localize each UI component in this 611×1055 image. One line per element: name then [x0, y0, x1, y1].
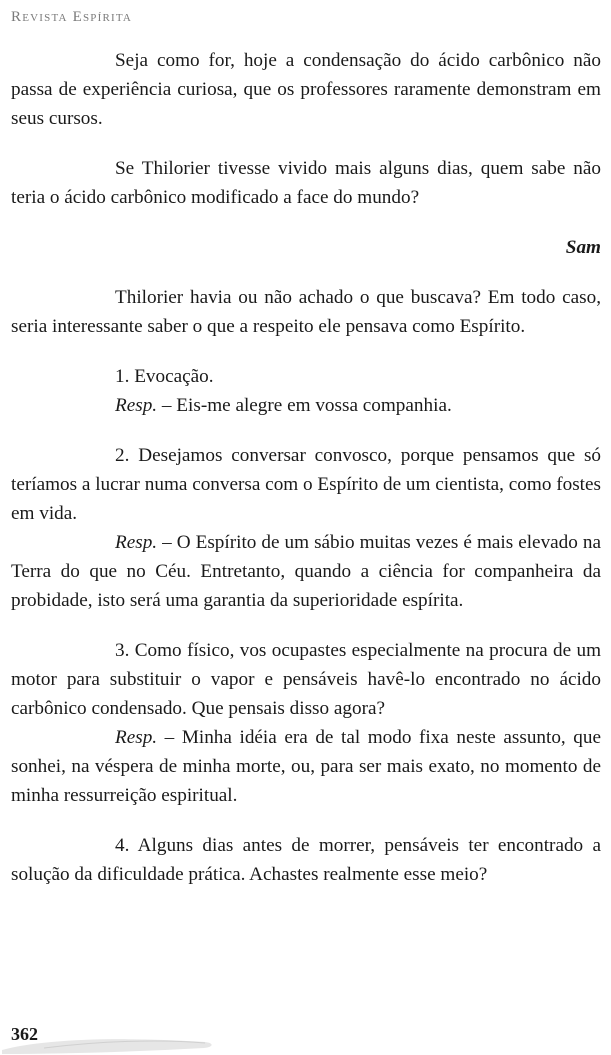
- dialogue-question-2: 2. Desejamos conversar convosco, porque pensamos que só teríamos a lucrar numa conversa com o Espírito de um cientista, como fostes em vida.: [11, 445, 601, 524]
- dialogue-question-4: 4. Alguns dias antes de morrer, pensáveis ter encontrado a solução da dificuldade prática. Achastes realmente esse meio?: [11, 835, 601, 885]
- paragraph-thilorier-question: Thilorier havia ou não achado o que buscava? Em todo caso, seria interessante saber o que a respeito ele pensava como Espírito.: [11, 287, 601, 337]
- dialogue-answer-2: [11, 528, 601, 615]
- running-header: Revista Espírita: [11, 9, 133, 25]
- resp-label: Resp.: [115, 727, 158, 748]
- body-text: [11, 46, 601, 889]
- dialogue-question-1: 1. Evocação.: [115, 366, 214, 387]
- paragraph-condensation: Seja como for, hoje a condensação do ácido carbônico não passa de experiência curiosa, que os professores raramente demonstram em seus cursos.: [11, 50, 601, 129]
- paragraph-thilorier-lived: Se Thilorier tivesse vivido mais alguns dias, quem sabe não teria o ácido carbônico modificado a face do mundo?: [11, 158, 601, 208]
- dialogue-answer-1: [11, 391, 601, 420]
- answer-text: – Minha idéia era de tal modo fixa neste assunto, que sonhei, na véspera de minha morte, ou, para ser mais exato, no momento de minha ressurreição espiritual.: [11, 727, 601, 806]
- answer-text: – Eis-me alegre em vossa companhia.: [157, 395, 452, 416]
- dialogue-question-3: 3. Como físico, vos ocupastes especialmente na procura de um motor para substituir o vapor e pensáveis havê-lo encontrado no ácido carbônico condensado. Que pensais disso agora?: [11, 640, 601, 719]
- answer-text: – O Espírito de um sábio muitas vezes é mais elevado na Terra do que no Céu. Entretanto, quando a ciência for companheira da probidade, isto será uma garantia da superioridade espírita.: [11, 532, 601, 611]
- page-number: 362: [11, 1024, 38, 1044]
- resp-label: Resp.: [115, 395, 158, 416]
- author-signature: Sam: [565, 237, 601, 258]
- dialogue-answer-3: [11, 723, 601, 810]
- resp-label: Resp.: [115, 532, 158, 553]
